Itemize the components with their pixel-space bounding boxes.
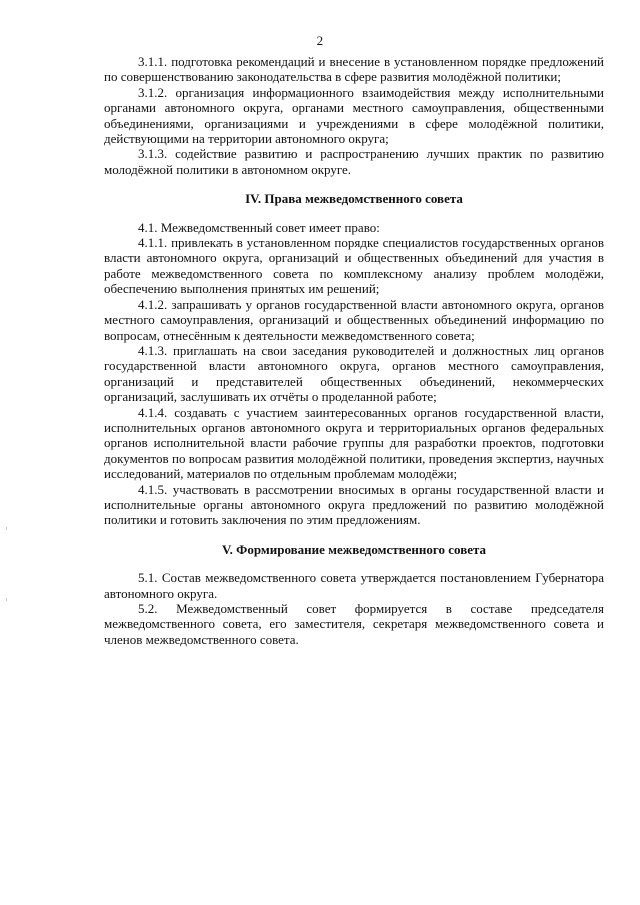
paragraph-3-1-2: 3.1.2. организация информационного взаимодействия между исполнительными органами автономного округа, органами местного самоуправления, общественными объединениями, организациями и учреждениями в сфере молодёжной политики, действующими на территории автономного округа;: [104, 84, 604, 147]
paragraph-3-1-3: 3.1.3. содействие развитию и распространению лучших практик по развитию молодёжной политики в автономном округе.: [104, 146, 604, 177]
section-4-heading: IV. Права межведомственного совета: [245, 191, 463, 207]
paragraph-4-1-1: 4.1.1. привлекать в установленном порядке специалистов государственных органов власти автономного округа, организаций и общественных объединений для участия в работе межведомственного совета по комплексному анализу проблем молодёжи, обеспечению выполнения принятых им решений;: [104, 235, 604, 297]
page-number: 2: [316, 33, 324, 48]
paragraph-4-1-4: 4.1.4. создавать с участием заинтересованных органов государственной власти, исполнительных органов автономного округа и территориальных органов федеральных органов исполнительной власти рабочие группы для разработки проектов, подготовки документов по вопросам развития молодёжной политики, проведения экспертиз, научных исследований, материалов по отдельным проблемам молодёжи;: [104, 404, 604, 482]
paragraph-4-1: 4.1. Межведомственный совет имеет право:: [138, 219, 380, 235]
paragraph-4-1-2: 4.1.2. запрашивать у органов государственной власти автономного округа, органов местного самоуправления, организаций и общественных объединений информацию по вопросам, отнесённым к деятельности межведомственного совета;: [104, 296, 604, 343]
paragraph-5-1: 5.1. Состав межведомственного совета утверждается постановлением Губернатора автономного округа.: [104, 570, 604, 601]
scan-mark: [6, 598, 7, 601]
paragraph-3-1-1: 3.1.1. подготовка рекомендаций и внесение в установленном порядке предложений по совершенствованию законодательства в сфере развития молодёжной политики;: [104, 54, 604, 85]
paragraph-5-2: 5.2. Межведомственный совет формируется в составе председателя межведомственного совета, его заместителя, секретаря межведомственного совета и членов межведомственного совета.: [104, 601, 604, 647]
paragraph-4-1-5: 4.1.5. участвовать в рассмотрении вносимых в органы государственной власти и исполнительные органы автономного округа предложений по развитию молодёжной политики и готовить заключения по этим предложениям.: [104, 481, 604, 528]
paragraph-4-1-3: 4.1.3. приглашать на свои заседания руководителей и должностных лиц органов государственной власти автономного округа, органов местного самоуправления, организаций и представителей общественных объединений, некоммерческих организаций, заслушивать их отчёты о проделанной работе;: [104, 342, 604, 405]
scan-mark: [6, 527, 7, 530]
document-body: [104, 54, 604, 647]
section-5-heading: V. Формирование межведомственного совета: [221, 541, 487, 557]
